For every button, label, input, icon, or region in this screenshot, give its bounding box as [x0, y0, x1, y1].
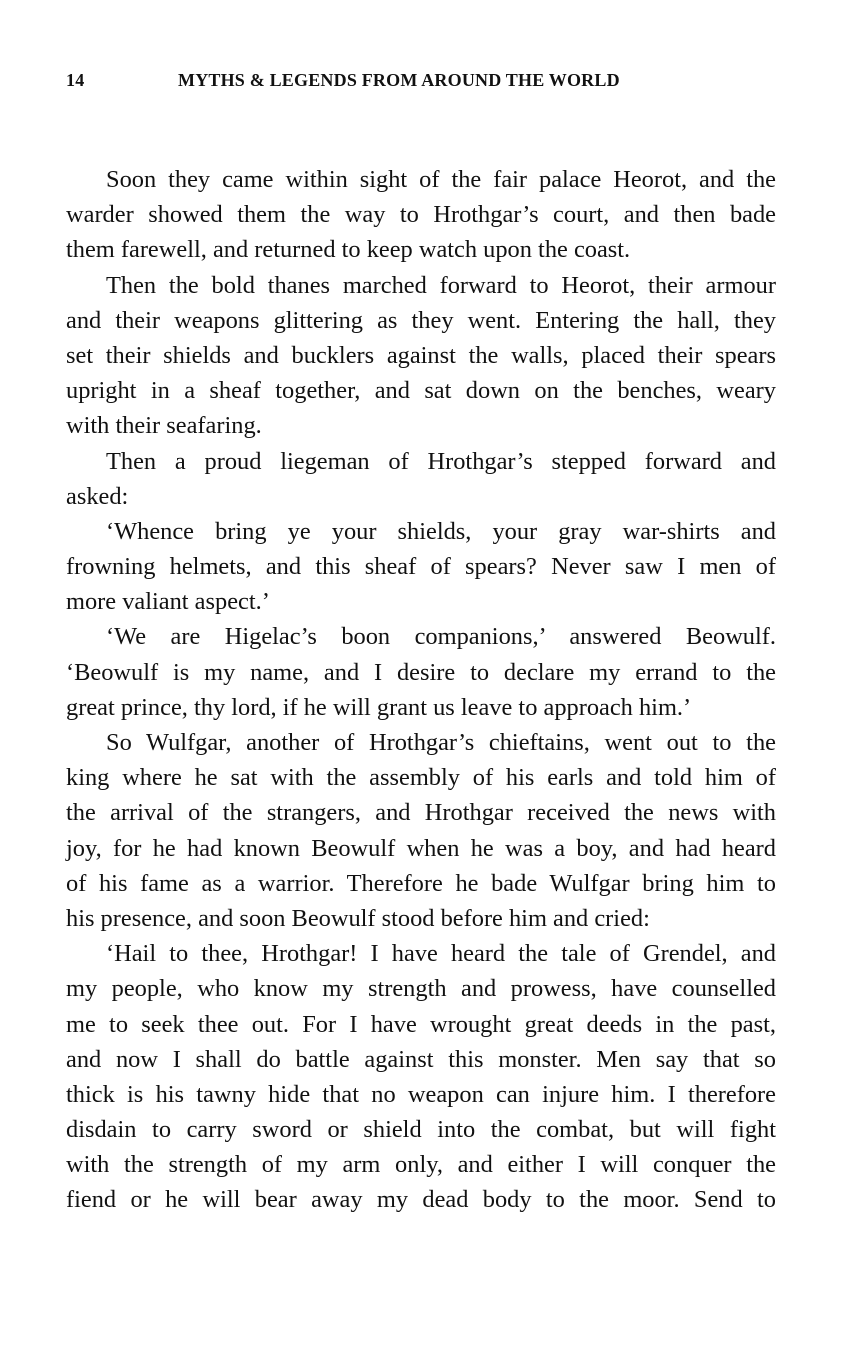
text-line: set their shields and bucklers against the walls, placed their spears [66, 341, 776, 369]
paragraph [66, 444, 776, 514]
text-line: and their weapons glittering as they went. Entering the hall, they [66, 306, 776, 334]
text-line: Soon they came within sight of the fair palace Heorot, and the [106, 166, 776, 193]
text-line: them farewell, and returned to keep watch upon the coast. [66, 236, 631, 264]
text-line: ‘Whence bring ye your shields, your gray war-shirts and [106, 517, 776, 545]
text-line: Then a proud liegeman of Hrothgar’s stepped forward and [106, 447, 776, 475]
text-line: with their seafaring. [66, 412, 262, 440]
text-line: frowning helmets, and this sheaf of spears? Never saw I men of [66, 553, 776, 581]
paragraph [66, 936, 776, 1218]
page-number: 14 [66, 70, 85, 90]
text-line: disdain to carry sword or shield into the combat, but will fight [66, 1116, 776, 1144]
text-line: king where he sat with the assembly of his earls and told him of [66, 764, 776, 792]
paragraph [66, 619, 776, 725]
text-line: and now I shall do battle against this monster. Men say that so [66, 1045, 776, 1073]
paragraph [66, 162, 776, 268]
text-line: great prince, thy lord, if he will grant us leave to approach him.’ [66, 693, 692, 721]
paragraph [66, 514, 776, 620]
text-line: of his fame as a warrior. Therefore he bade Wulfgar bring him to [66, 869, 776, 897]
text-line: thick is his tawny hide that no weapon can injure him. I therefore [66, 1080, 776, 1108]
text-line: So Wulfgar, another of Hrothgar’s chieftains, went out to the [106, 729, 776, 756]
text-line: my people, who know my strength and prowess, have counselled [66, 975, 776, 1003]
book-title: MYTHS & LEGENDS FROM AROUND THE WORLD [178, 70, 620, 90]
text-line: more valiant aspect.’ [66, 588, 270, 616]
text-line: upright in a sheaf together, and sat down on the benches, weary [66, 377, 776, 405]
text-line: warder showed them the way to Hrothgar’s court, and then bade [66, 201, 776, 229]
text-line: joy, for he had known Beowulf when he was a boy, and had heard [66, 834, 776, 862]
text-line: asked: [66, 482, 129, 510]
text-line: fiend or he will bear away my dead body to the moor. Send to [66, 1186, 776, 1214]
paragraph [66, 268, 776, 444]
text-line: the arrival of the strangers, and Hrothgar received the news with [66, 799, 776, 827]
text-line: ‘Beowulf is my name, and I desire to declare my errand to the [66, 658, 776, 686]
text-line: me to seek thee out. For I have wrought great deeds in the past, [66, 1010, 776, 1038]
paragraph [66, 725, 776, 936]
text-line: ‘Hail to thee, Hrothgar! I have heard the tale of Grendel, and [106, 940, 776, 968]
running-head [66, 70, 792, 100]
text-line: his presence, and soon Beowulf stood before him and cried: [66, 904, 650, 932]
text-line: with the strength of my arm only, and either I will conquer the [66, 1151, 776, 1179]
text-line: ‘We are Higelac’s boon companions,’ answered Beowulf. [106, 623, 776, 651]
body-text [66, 162, 776, 1218]
text-line: Then the bold thanes marched forward to Heorot, their armour [106, 271, 776, 299]
